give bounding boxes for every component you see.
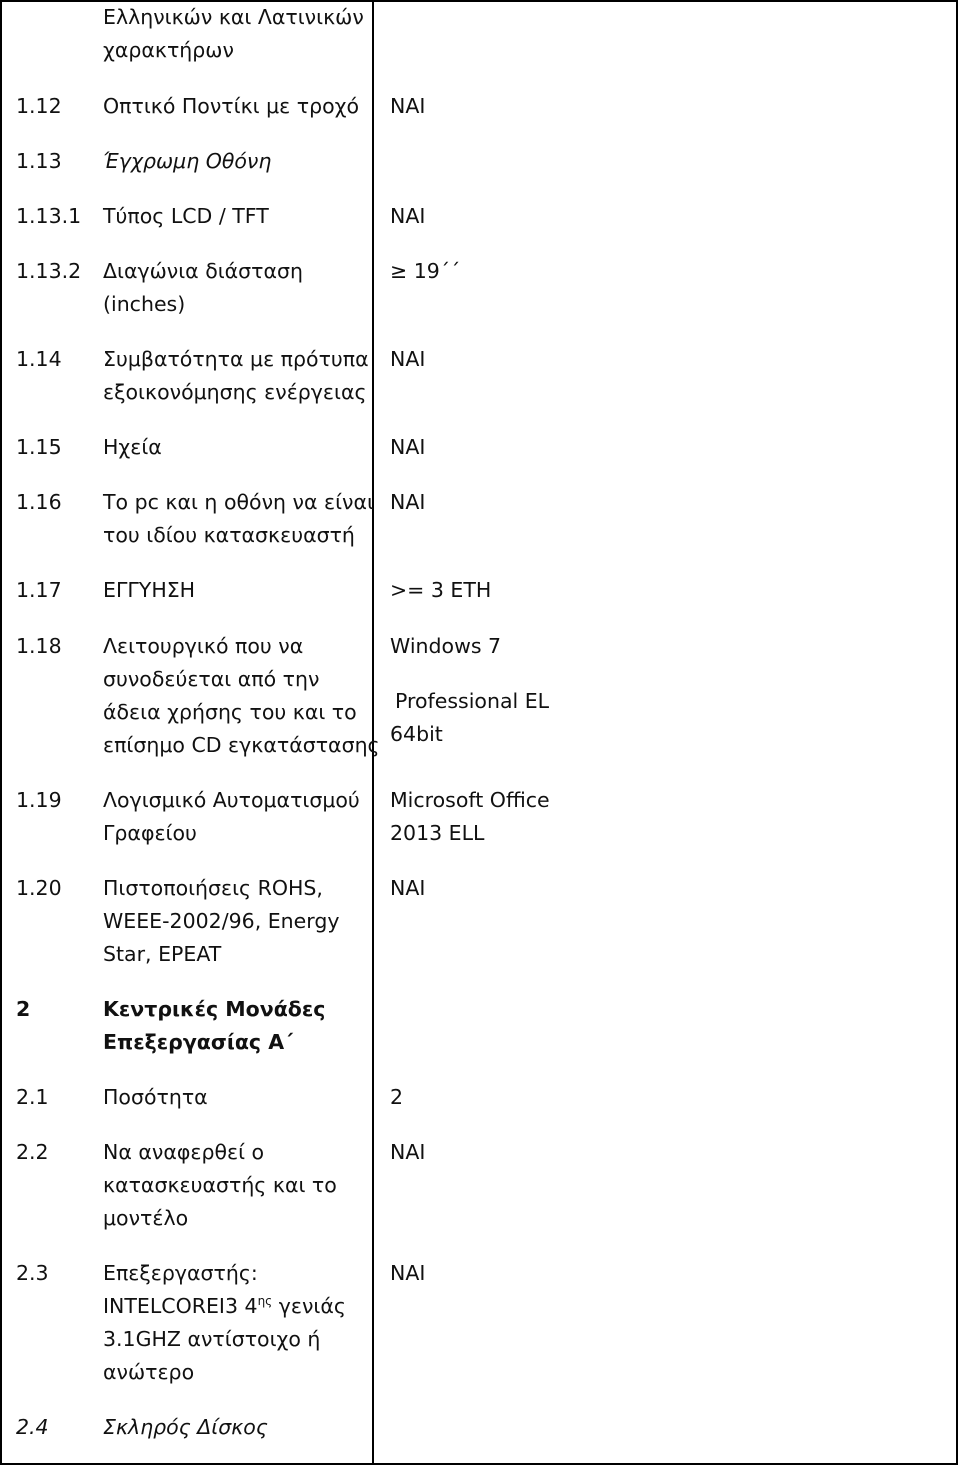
spec-number: 1.12: [16, 94, 62, 118]
spec-value-line: 64bit: [390, 722, 443, 746]
spec-value: ΝΑΙ: [390, 204, 426, 228]
spec-number: 2.3: [16, 1261, 49, 1285]
spec-number: 1.13: [16, 149, 62, 173]
spec-value: ΝΑΙ: [390, 1261, 426, 1285]
spec-value: [390, 630, 590, 751]
spec-description-line: Γραφείου: [103, 821, 197, 845]
spec-number: 2.2: [16, 1140, 49, 1164]
spec-value: ΝΑΙ: [390, 94, 426, 118]
spec-value: >= 3 ΕΤΗ: [390, 578, 492, 602]
spec-description-line: του ιδίου κατασκευαστή: [103, 523, 355, 547]
spec-description-line: εξοικονόμησης ενέργειας: [103, 380, 367, 404]
spec-description-line: επίσημο CD εγκατάστασης: [103, 733, 380, 757]
spec-value: ΝΑΙ: [390, 490, 426, 514]
spec-description: Οπτικό Ποντίκι με τροχό: [103, 94, 360, 118]
table-border-right: [956, 0, 958, 1465]
spec-description-line: Λειτουργικό που να: [103, 634, 304, 658]
spec-description: [103, 1136, 373, 1235]
spec-value-line: Microsoft Office: [390, 788, 550, 812]
spec-description: [103, 784, 373, 850]
table-border-bottom: [372, 1463, 958, 1465]
spec-value: ΝΑΙ: [390, 876, 426, 900]
spec-description-line: 3.1GHZ αντίστοιχο ή: [103, 1327, 321, 1351]
spec-description-line: WEEE-2002/96, Energy: [103, 909, 340, 933]
spec-number: 1.16: [16, 490, 62, 514]
spec-value: ΝΑΙ: [390, 347, 426, 371]
spec-description: Ποσότητα: [103, 1085, 208, 1109]
spec-number: 2.1: [16, 1085, 49, 1109]
spec-description-line: Διαγώνια διάσταση: [103, 259, 304, 283]
spec-description: Έγχρωμη Οθόνη: [103, 149, 272, 173]
spec-description-line: [103, 1290, 373, 1323]
spec-value-line: 2013 ELL: [390, 821, 485, 845]
spec-description: Τύπος LCD / TFT: [103, 204, 269, 228]
spec-number: 1.18: [16, 634, 62, 658]
spec-description-line: Star, EPEAT: [103, 942, 222, 966]
spec-description-line: Το pc και η οθόνη να είναι: [103, 490, 374, 514]
spec-number: 1.20: [16, 876, 62, 900]
spec-description-line: Συμβατότητα με πρότυπα: [103, 347, 369, 371]
spec-description-line: κατασκευαστής και το: [103, 1173, 337, 1197]
spec-description: [103, 630, 380, 762]
spec-value: 2: [390, 1085, 404, 1109]
section-title: [103, 993, 373, 1059]
spec-number: 1.14: [16, 347, 62, 371]
spec-description-line: συνοδεύεται από την: [103, 667, 320, 691]
spec-description-line: (inches): [103, 292, 186, 316]
spec-value: ≥ 19΄΄: [390, 259, 461, 283]
spec-description: Σκληρός Δίσκος: [103, 1415, 268, 1439]
spec-description: ΕΓΓΥΗΣΗ: [103, 578, 196, 602]
spec-description-line: Πιστοποιήσεις ROHS,: [103, 876, 323, 900]
spec-value: ΝΑΙ: [390, 1140, 426, 1164]
section-title-line: Επεξεργασίας Α΄: [103, 1030, 294, 1054]
processor-model-text: INTELCOREI3 4: [103, 1294, 258, 1318]
spec-description-line: Επεξεργαστής:: [103, 1261, 258, 1285]
spec-description: [103, 486, 373, 552]
table-border-bottom: [0, 1463, 372, 1465]
spec-number: 1.13.2: [16, 259, 82, 283]
spec-number: 1.19: [16, 788, 62, 812]
spec-number: 1.17: [16, 578, 62, 602]
spec-description: Ηχεία: [103, 435, 162, 459]
ordinal-superscript: ης: [257, 1294, 273, 1309]
spec-description: [103, 343, 373, 409]
spec-value: ΝΑΙ: [390, 435, 426, 459]
spec-description-line: άδεια χρήσης του και το: [103, 700, 357, 724]
spec-description: [103, 872, 373, 971]
spec-number: 1.13.1: [16, 204, 82, 228]
spec-value: [390, 784, 590, 850]
table-row: [103, 1, 373, 67]
table-border-left: [0, 0, 2, 1465]
spec-value-line: Windows 7: [390, 634, 502, 658]
section-title-line: Κεντρικές Μονάδες: [103, 997, 326, 1021]
spec-description-line: Να αναφερθεί ο: [103, 1140, 265, 1164]
spec-description-line: ανώτερο: [103, 1360, 195, 1384]
spec-description: χαρακτήρων: [103, 38, 234, 62]
spec-description: [103, 255, 373, 321]
spec-value-line: Professional EL: [395, 689, 550, 713]
spec-description-line: μοντέλο: [103, 1206, 189, 1230]
spec-description-line: Λογισμικό Αυτοματισμού: [103, 788, 360, 812]
spec-description: Ελληνικών και Λατινικών: [103, 5, 364, 29]
section-number: 2: [16, 997, 31, 1021]
generation-text: γενιάς: [272, 1294, 346, 1318]
spec-number: 2.4: [16, 1415, 49, 1439]
spec-number: 1.15: [16, 435, 62, 459]
spec-description: [103, 1257, 373, 1389]
